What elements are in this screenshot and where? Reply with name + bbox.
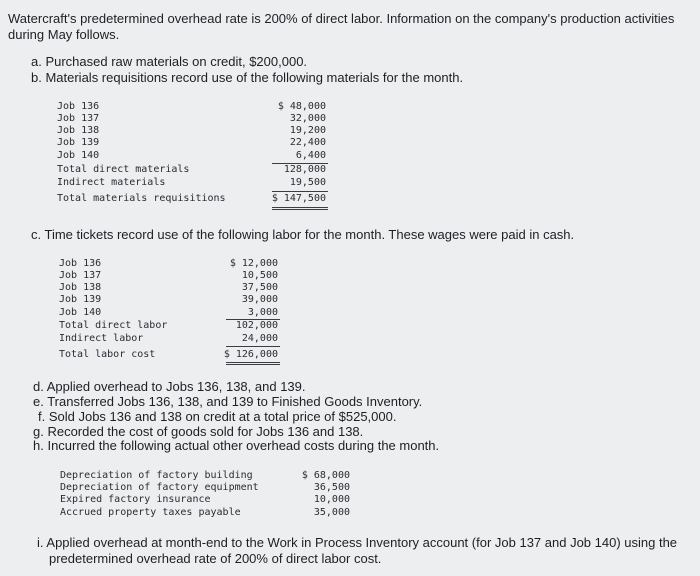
overhead-row-label: Accrued property taxes payable xyxy=(60,507,241,518)
overhead-row-label: Depreciation of factory equipment xyxy=(60,482,259,493)
labor-row-value: 39,000 xyxy=(241,294,278,305)
overhead-row-value: $ 68,000 xyxy=(301,470,350,481)
labor-row-label: Job 140 xyxy=(59,307,102,318)
labor-row-label: Total labor cost xyxy=(59,349,156,360)
materials-double-rule-top xyxy=(272,207,328,208)
materials-row-value: 128,000 xyxy=(283,164,326,175)
labor-row-value: 10,500 xyxy=(241,270,278,281)
materials-row-label: Job 139 xyxy=(57,137,100,148)
materials-total-rule xyxy=(272,191,328,192)
item-a: a. Purchased raw materials on credit, $200,000. xyxy=(31,54,308,69)
item-i-line-1: i. Applied overhead at month-end to the Work in Process Inventory account (for Job 137 and Job 140) using the xyxy=(37,535,678,550)
item-f: f. Sold Jobs 136 and 138 on credit at a total price of $525,000. xyxy=(38,409,397,424)
labor-row-value: 3,000 xyxy=(247,307,278,318)
item-d: d. Applied overhead to Jobs 136, 138, and 139. xyxy=(33,379,306,394)
materials-double-rule-bottom xyxy=(272,209,328,210)
labor-row-label: Job 138 xyxy=(59,282,102,293)
materials-row-label: Total materials requisitions xyxy=(57,193,226,204)
materials-row-label: Job 138 xyxy=(57,125,100,136)
materials-row-label: Job 140 xyxy=(57,150,100,161)
materials-row-value: 22,400 xyxy=(289,137,326,148)
materials-row-value: 6,400 xyxy=(295,150,326,161)
overhead-row-value: 36,500 xyxy=(313,482,350,493)
item-c: c. Time tickets record use of the following labor for the month. These wages were paid in cash. xyxy=(31,227,575,242)
materials-row-value: 32,000 xyxy=(289,113,326,124)
materials-row-value: 19,500 xyxy=(289,177,326,188)
labor-row-value: $ 126,000 xyxy=(223,349,278,360)
item-i xyxy=(37,535,697,567)
intro-line-2: during May follows. xyxy=(8,27,120,42)
labor-double-rule-bottom xyxy=(226,364,280,365)
overhead-row-label: Depreciation of factory building xyxy=(60,470,253,481)
item-h: h. Incurred the following actual other overhead costs during the month. xyxy=(33,438,440,453)
materials-row-label: Job 137 xyxy=(57,113,100,124)
labor-row-label: Job 137 xyxy=(59,270,102,281)
materials-row-value: 19,200 xyxy=(289,125,326,136)
materials-row-value: $ 48,000 xyxy=(277,101,326,112)
item-e: e. Transferred Jobs 136, 138, and 139 to Finished Goods Inventory. xyxy=(33,394,423,409)
labor-row-label: Job 136 xyxy=(59,258,102,269)
materials-row-label: Total direct materials xyxy=(57,164,190,175)
labor-row-value: 37,500 xyxy=(241,282,278,293)
materials-row-label: Indirect materials xyxy=(57,177,166,188)
labor-row-value: 102,000 xyxy=(235,320,278,331)
labor-row-label: Total direct labor xyxy=(59,320,168,331)
overhead-row-value: 35,000 xyxy=(313,507,350,518)
labor-total-rule xyxy=(226,346,280,347)
labor-row-value: $ 12,000 xyxy=(229,258,278,269)
intro-paragraph xyxy=(8,11,698,43)
materials-row-label: Job 136 xyxy=(57,101,100,112)
intro-line-1: Watercraft's predetermined overhead rate is 200% of direct labor. Information on the company's production activities xyxy=(8,11,675,26)
overhead-row-value: 10,000 xyxy=(313,494,350,505)
item-g: g. Recorded the cost of goods sold for Jobs 136 and 138. xyxy=(33,424,364,439)
labor-row-value: 24,000 xyxy=(241,333,278,344)
overhead-row-label: Expired factory insurance xyxy=(60,494,211,505)
labor-row-label: Indirect labor xyxy=(59,333,144,344)
item-b: b. Materials requisitions record use of the following materials for the month. xyxy=(31,70,464,85)
materials-row-value: $ 147,500 xyxy=(271,193,326,204)
labor-double-rule-top xyxy=(226,362,280,363)
labor-row-label: Job 139 xyxy=(59,294,102,305)
item-i-line-2: predetermined overhead rate of 200% of direct labor cost. xyxy=(49,551,382,566)
